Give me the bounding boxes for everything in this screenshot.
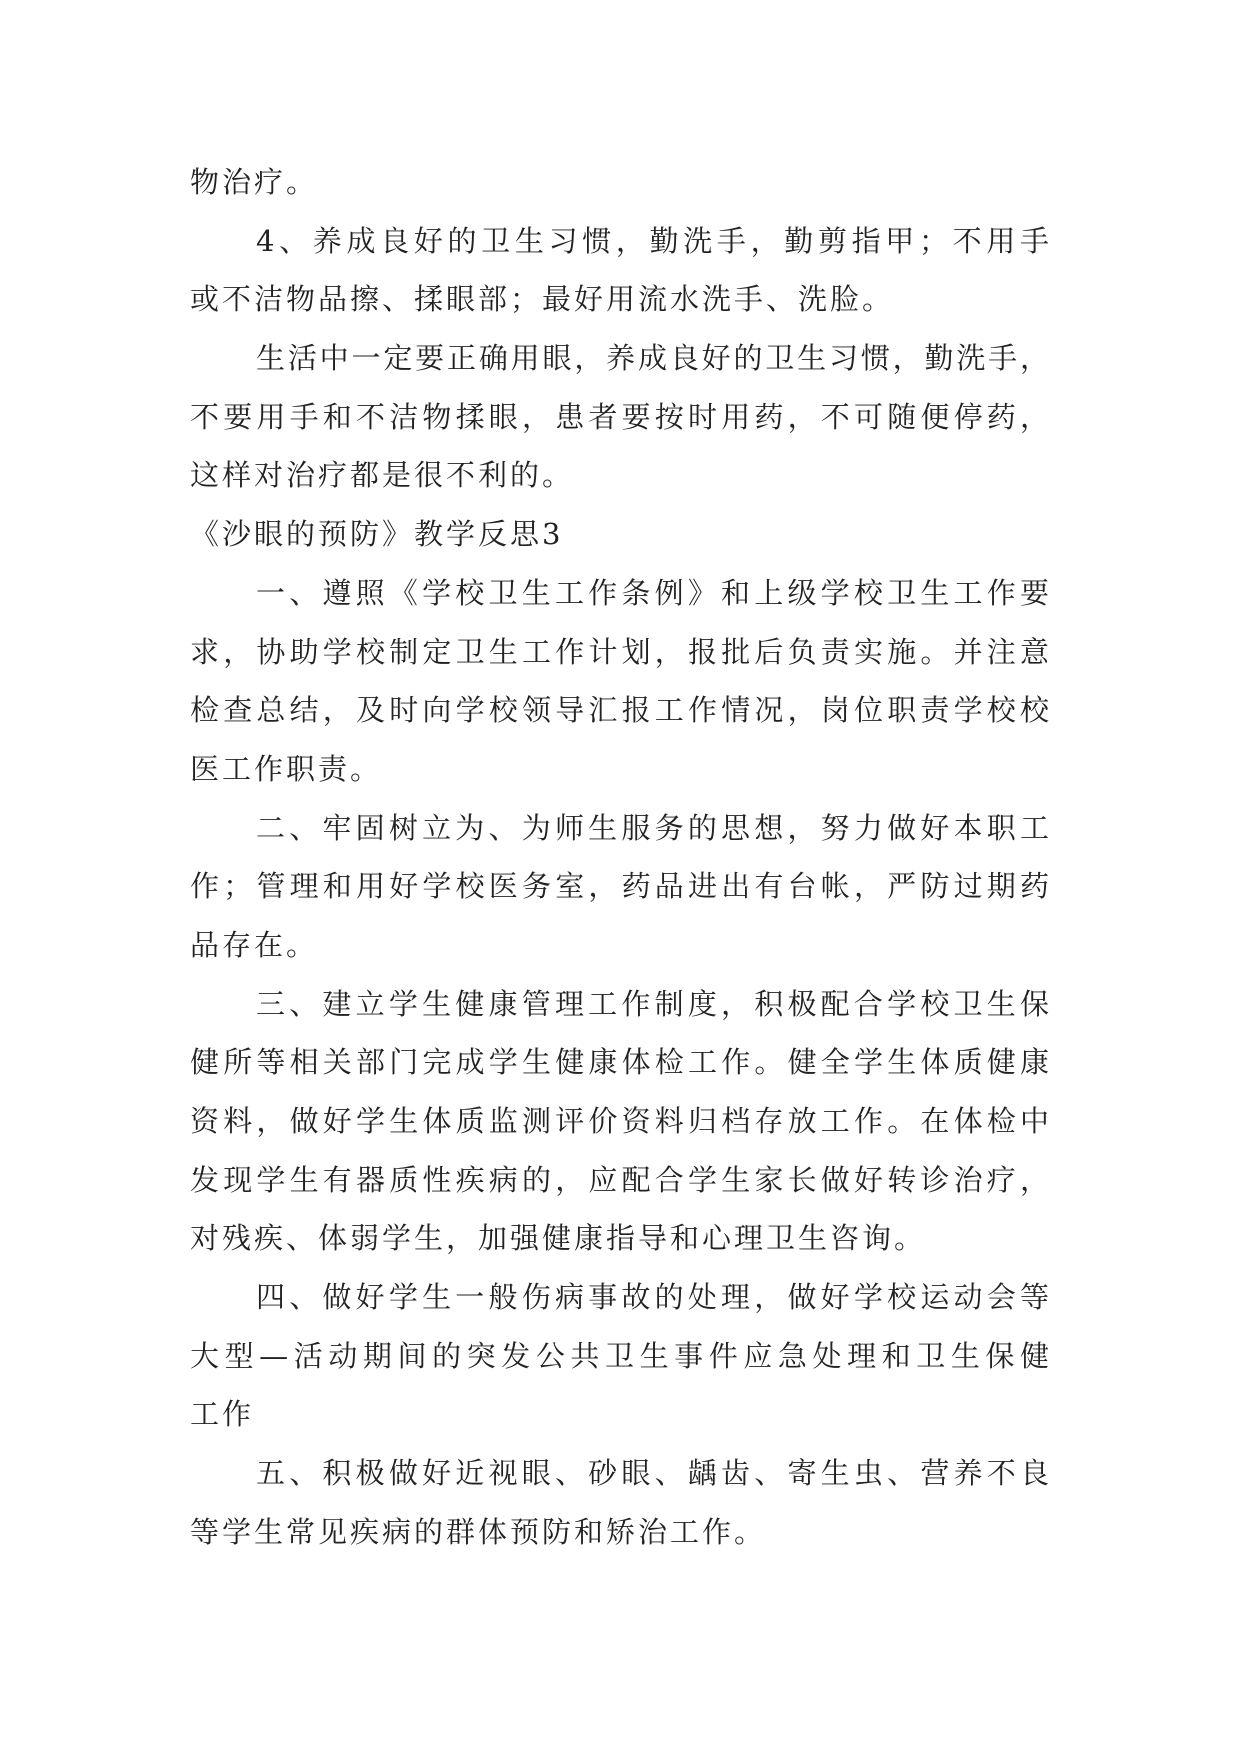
document-body xyxy=(190,153,1051,1562)
paragraph xyxy=(190,1444,1051,1561)
text-line: 资料，做好学生体质监测评价资料归档存放工作。在体检中 xyxy=(190,1104,1051,1138)
text-line: 二、牢固树立为、为师生服务的思想，努力做好本职工 xyxy=(256,810,1051,845)
text-line: 4、养成良好的卫生习惯，勤洗手，勤剪指甲；不用手 xyxy=(256,223,1051,258)
text-line: 工作 xyxy=(190,1397,255,1432)
text-line: 这样对治疗都是很不利的。 xyxy=(190,458,575,493)
text-line: 三、建立学生健康管理工作制度，积极配合学校卫生保 xyxy=(256,986,1051,1021)
continuation-paragraph xyxy=(190,153,1051,212)
paragraph xyxy=(190,212,1051,329)
section-heading: 《沙眼的预防》教学反思3 xyxy=(190,517,564,552)
text-line: 医工作职责。 xyxy=(190,751,383,786)
paragraph xyxy=(190,975,1051,1268)
text-line: 五、积极做好近视眼、砂眼、龋齿、寄生虫、营养不良 xyxy=(256,1456,1051,1491)
text-line: 不要用手和不洁物揉眼，患者要按时用药，不可随便停药， xyxy=(190,399,1051,434)
text-line: 一、遵照《学校卫生工作条例》和上级学校卫生工作要 xyxy=(256,575,1051,610)
text-line: 四、做好学生一般伤病事故的处理，做好学校运动会等 xyxy=(256,1280,1051,1315)
text-line: 检查总结，及时向学校领导汇报工作情况，岗位职责学校校 xyxy=(190,693,1051,728)
text-line: 或不洁物品擦、揉眼部；最好用流水洗手、洗脸。 xyxy=(190,282,895,317)
text-line: 生活中一定要正确用眼，养成良好的卫生习惯，勤洗手， xyxy=(256,341,1051,376)
text-line: 等学生常见疾病的群体预防和矫治工作。 xyxy=(190,1514,767,1549)
text-line: 发现学生有器质性疾病的，应配合学生家长做好转诊治疗， xyxy=(190,1162,1051,1197)
paragraph xyxy=(190,1268,1051,1444)
text-line: 作；管理和用好学校医务室，药品进出有台帐，严防过期药 xyxy=(190,869,1051,904)
text-line: 健所等相关部门完成学生健康体检工作。健全学生体质健康 xyxy=(190,1045,1051,1080)
paragraph xyxy=(190,329,1051,505)
text-line: 求，协助学校制定卫生工作计划，报批后负责实施。并注意 xyxy=(190,634,1051,669)
paragraph xyxy=(190,564,1051,799)
text-line: 品存在。 xyxy=(190,927,319,962)
text-line: 大型—活动期间的突发公共卫生事件应急处理和卫生保健 xyxy=(190,1338,1051,1373)
paragraph xyxy=(190,799,1051,975)
text-line: 对残疾、体弱学生，加强健康指导和心理卫生咨询。 xyxy=(190,1221,927,1256)
text-line: 物治疗。 xyxy=(190,165,319,199)
